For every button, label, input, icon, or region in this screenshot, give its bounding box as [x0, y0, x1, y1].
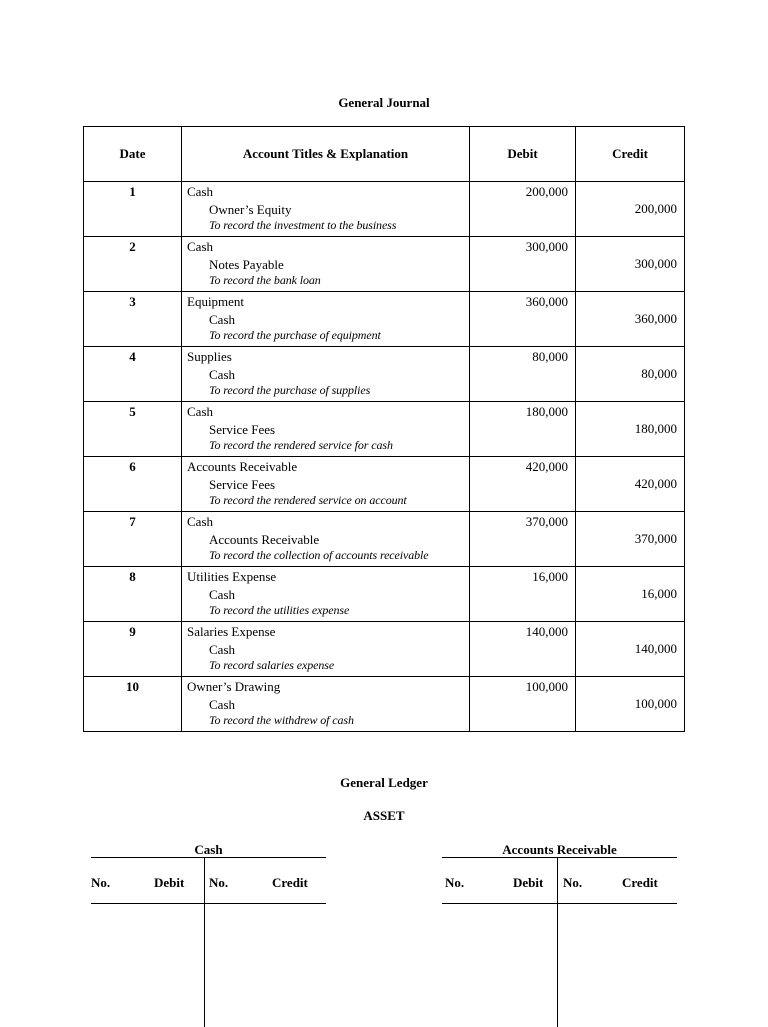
entry-credit-cell	[576, 567, 685, 622]
col-credit: Credit	[622, 875, 658, 890]
journal-row	[84, 402, 685, 457]
entry-date: 7	[84, 512, 182, 567]
credit-account: Service Fees	[209, 421, 276, 437]
entry-date: 1	[84, 182, 182, 237]
entry-debit: 370,000	[470, 512, 576, 567]
entry-date: 4	[84, 347, 182, 402]
col-debit: Debit	[154, 875, 185, 890]
t-account-name: Accounts Receivable	[502, 842, 617, 857]
entry-debit: 180,000	[470, 402, 576, 457]
credit-account: Owner’s Equity	[209, 201, 292, 217]
entry-date: 8	[84, 567, 182, 622]
entry-accounts	[182, 402, 470, 457]
entry-accounts	[182, 182, 470, 237]
debit-account: Equipment	[187, 294, 245, 309]
general-journal-table	[83, 126, 685, 732]
entry-explanation: To record the bank loan	[209, 273, 321, 287]
entry-credit: 100,000	[634, 696, 677, 711]
t-account-header-line	[91, 903, 326, 904]
entry-date: 6	[84, 457, 182, 512]
entry-date: 10	[84, 677, 182, 732]
entry-debit: 360,000	[470, 292, 576, 347]
entry-accounts	[182, 512, 470, 567]
entry-date: 9	[84, 622, 182, 677]
credit-account: Notes Payable	[209, 256, 284, 272]
col-no-credit: No.	[209, 875, 229, 890]
entry-credit: 140,000	[634, 641, 677, 656]
t-account-name: Cash	[194, 842, 223, 857]
entry-credit: 16,000	[641, 586, 677, 601]
entry-debit: 200,000	[470, 182, 576, 237]
entry-credit-cell	[576, 292, 685, 347]
entry-credit: 180,000	[634, 421, 677, 436]
entry-debit: 16,000	[470, 567, 576, 622]
entry-accounts	[182, 567, 470, 622]
entry-credit-cell	[576, 677, 685, 732]
debit-account: Accounts Receivable	[187, 459, 298, 474]
header-credit: Credit	[576, 127, 685, 182]
entry-debit: 140,000	[470, 622, 576, 677]
journal-header-row	[84, 127, 685, 182]
debit-account: Cash	[187, 239, 213, 254]
col-no-debit: No.	[445, 875, 465, 890]
entry-accounts	[182, 347, 470, 402]
col-no-debit: No.	[91, 875, 111, 890]
entry-credit-cell	[576, 182, 685, 237]
credit-account: Cash	[209, 586, 235, 602]
entry-credit: 200,000	[634, 201, 677, 216]
t-account-divider	[204, 857, 205, 1027]
ledger-title: General Ledger	[340, 775, 428, 790]
entry-explanation: To record salaries expense	[209, 658, 335, 672]
debit-account: Cash	[187, 184, 213, 199]
t-account-cash	[91, 842, 326, 1022]
journal-row	[84, 677, 685, 732]
header-account: Account Titles & Explanation	[182, 127, 470, 182]
entry-debit: 80,000	[470, 347, 576, 402]
entry-credit: 370,000	[634, 531, 677, 546]
journal-row	[84, 237, 685, 292]
entry-explanation: To record the rendered service on account	[209, 493, 407, 507]
col-no-credit: No.	[563, 875, 583, 890]
entry-debit: 300,000	[470, 237, 576, 292]
t-account-top-line	[442, 857, 677, 858]
credit-account: Cash	[209, 311, 235, 327]
credit-account: Cash	[209, 366, 235, 382]
entry-explanation: To record the utilities expense	[209, 603, 350, 617]
entry-date: 3	[84, 292, 182, 347]
entry-credit-cell	[576, 347, 685, 402]
header-date: Date	[84, 127, 182, 182]
entry-debit: 100,000	[470, 677, 576, 732]
credit-account: Service Fees	[209, 476, 276, 492]
t-account-header-line	[442, 903, 677, 904]
entry-explanation: To record the collection of accounts receivable	[209, 548, 429, 562]
entry-explanation: To record the purchase of supplies	[209, 383, 371, 397]
entry-accounts	[182, 677, 470, 732]
entry-credit: 360,000	[634, 311, 677, 326]
journal-row	[84, 292, 685, 347]
entry-credit: 420,000	[634, 476, 677, 491]
t-account-accounts-receivable	[442, 842, 677, 1022]
journal-row	[84, 567, 685, 622]
journal-title: General Journal	[338, 95, 430, 110]
entry-accounts	[182, 292, 470, 347]
entry-credit: 300,000	[634, 256, 677, 271]
entry-explanation: To record the investment to the business	[209, 218, 397, 232]
entry-credit-cell	[576, 512, 685, 567]
debit-account: Supplies	[187, 349, 232, 364]
entry-accounts	[182, 622, 470, 677]
entry-date: 2	[84, 237, 182, 292]
col-credit: Credit	[272, 875, 308, 890]
t-account-top-line	[91, 857, 326, 858]
entry-explanation: To record the purchase of equipment	[209, 328, 381, 342]
ledger-section: ASSET	[363, 808, 405, 823]
debit-account: Salaries Expense	[187, 624, 276, 639]
entry-credit-cell	[576, 237, 685, 292]
debit-account: Owner’s Drawing	[187, 679, 281, 694]
entry-accounts	[182, 237, 470, 292]
entry-accounts	[182, 457, 470, 512]
debit-account: Cash	[187, 514, 213, 529]
journal-row	[84, 622, 685, 677]
col-debit: Debit	[513, 875, 544, 890]
entry-credit-cell	[576, 402, 685, 457]
journal-row	[84, 512, 685, 567]
entry-explanation: To record the rendered service for cash	[209, 438, 393, 452]
journal-row	[84, 182, 685, 237]
debit-account: Cash	[187, 404, 213, 419]
t-account-divider	[557, 857, 558, 1027]
entry-credit-cell	[576, 622, 685, 677]
entry-explanation: To record the withdrew of cash	[209, 713, 354, 727]
entry-debit: 420,000	[470, 457, 576, 512]
header-debit: Debit	[470, 127, 576, 182]
journal-row	[84, 457, 685, 512]
credit-account: Cash	[209, 641, 235, 657]
debit-account: Utilities Expense	[187, 569, 277, 584]
entry-credit-cell	[576, 457, 685, 512]
journal-row	[84, 347, 685, 402]
entry-date: 5	[84, 402, 182, 457]
credit-account: Cash	[209, 696, 235, 712]
entry-credit: 80,000	[641, 366, 677, 381]
credit-account: Accounts Receivable	[209, 531, 320, 547]
